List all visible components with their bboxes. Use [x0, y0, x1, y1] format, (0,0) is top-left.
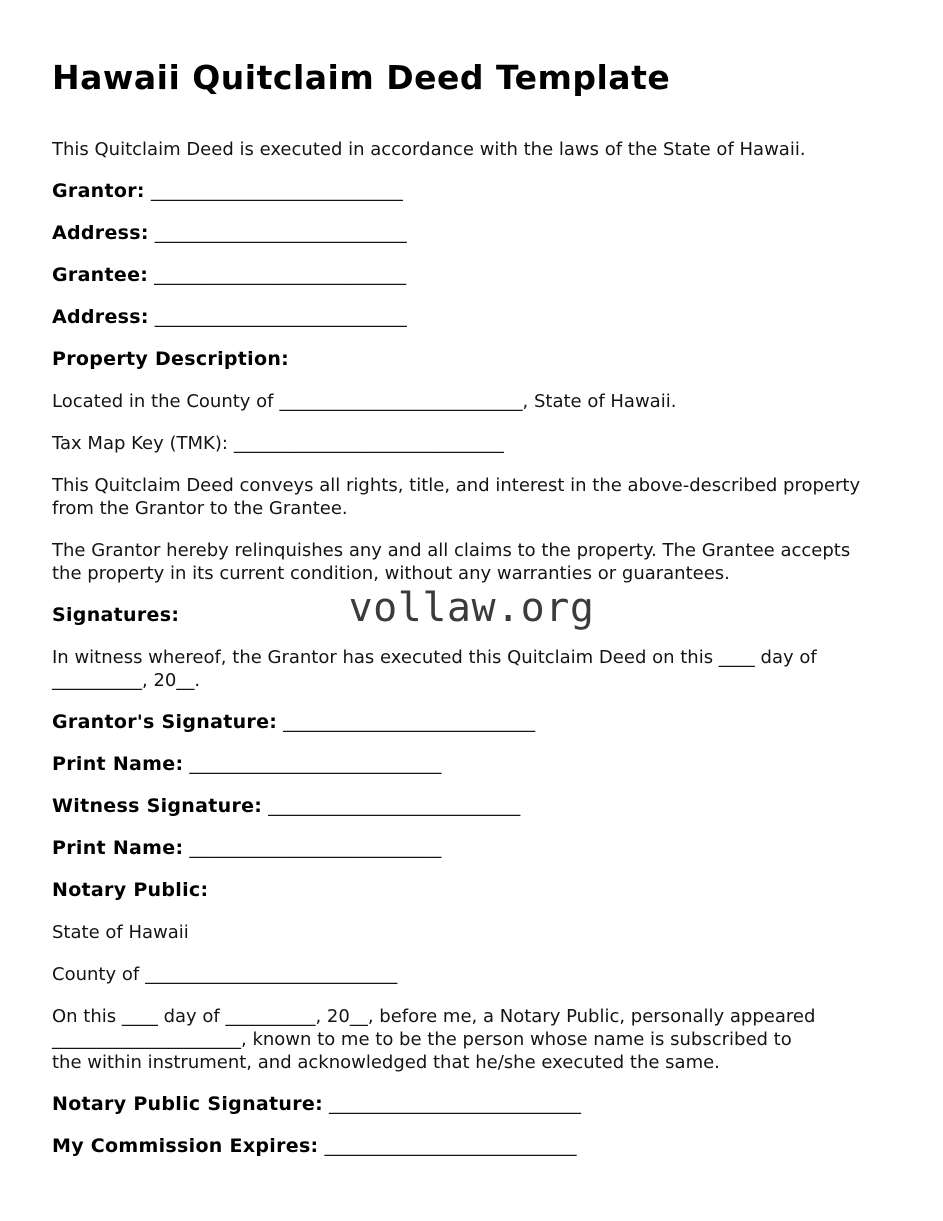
grantor-field	[52, 180, 873, 203]
grantee-label: Grantee:	[52, 264, 149, 286]
county-blank: ___________________________	[279, 391, 523, 412]
witness-print-name-field	[52, 837, 873, 860]
intro-text: This Quitclaim Deed is executed in accordance with the laws of the State of Hawaii.	[52, 139, 806, 160]
acknowledgment-line-1: On this ____ day of __________, 20__, before me, a Notary Public, personally appeared	[52, 1006, 816, 1027]
relinquish-line-1: The Grantor hereby relinquishes any and all claims to the property. The Grantee accepts	[52, 540, 851, 561]
grantor-address-blank: ____________________________	[154, 223, 407, 244]
grantor-signature-field	[52, 711, 873, 734]
tmk-label: Tax Map Key (TMK):	[52, 433, 228, 454]
witness-signature-field	[52, 795, 873, 818]
grantor-address-field	[52, 222, 873, 245]
notary-county-prefix: County of	[52, 964, 140, 985]
witness-clause-line-2: __________, 20__.	[52, 670, 201, 691]
conveyance-line-2: from the Grantor to the Grantee.	[52, 498, 348, 519]
document-content	[52, 58, 873, 1158]
acknowledgment-paragraph	[52, 1005, 873, 1074]
grantee-address-blank: ____________________________	[154, 307, 407, 328]
grantor-print-name-field	[52, 753, 873, 776]
signatures-heading: Signatures:	[52, 604, 180, 626]
witness-signature-label: Witness Signature:	[52, 795, 263, 817]
witness-print-name-label: Print Name:	[52, 837, 184, 859]
grantor-print-name-blank: ____________________________	[189, 754, 442, 775]
notary-public-heading: Notary Public:	[52, 879, 209, 901]
county-prefix: Located in the County of	[52, 391, 274, 412]
commission-expires-label: My Commission Expires:	[52, 1135, 319, 1157]
intro-paragraph	[52, 138, 873, 161]
relinquish-paragraph	[52, 539, 873, 585]
grantor-print-name-label: Print Name:	[52, 753, 184, 775]
notary-signature-field	[52, 1093, 873, 1116]
acknowledgment-line-3: the within instrument, and acknowledged that he/she executed the same.	[52, 1052, 720, 1073]
witness-clause-line-1: In witness whereof, the Grantor has executed this Quitclaim Deed on this ____ day of	[52, 647, 817, 668]
notary-signature-label: Notary Public Signature:	[52, 1093, 323, 1115]
witness-signature-blank: ____________________________	[268, 796, 521, 817]
witness-clause-paragraph	[52, 646, 873, 692]
grantor-blank: ____________________________	[150, 181, 403, 202]
commission-expires-blank: ____________________________	[324, 1136, 577, 1157]
notary-county-blank: ____________________________	[145, 964, 398, 985]
notary-county-line	[52, 963, 873, 986]
acknowledgment-line-2: _____________________, known to me to be the person whose name is subscribed to	[52, 1029, 792, 1050]
grantor-signature-blank: ____________________________	[283, 712, 536, 733]
county-suffix: , State of Hawaii.	[522, 391, 677, 412]
grantor-label: Grantor:	[52, 180, 145, 202]
grantee-address-field	[52, 306, 873, 329]
page-title: Hawaii Quitclaim Deed Template	[52, 58, 671, 97]
grantor-address-label: Address:	[52, 222, 149, 244]
relinquish-line-2: the property in its current condition, without any warranties or guarantees.	[52, 563, 730, 584]
conveyance-paragraph	[52, 474, 873, 520]
watermark-text: vollaw.org	[348, 585, 595, 631]
grantee-blank: ____________________________	[154, 265, 407, 286]
witness-print-name-blank: ____________________________	[189, 838, 442, 859]
grantor-signature-label: Grantor's Signature:	[52, 711, 278, 733]
tmk-blank: ______________________________	[233, 433, 504, 454]
tmk-line	[52, 432, 873, 455]
grantee-field	[52, 264, 873, 287]
conveyance-line-1: This Quitclaim Deed conveys all rights, title, and interest in the above-described property	[52, 475, 861, 496]
property-description-heading: Property Description:	[52, 348, 290, 370]
notary-signature-blank: ____________________________	[329, 1094, 581, 1115]
county-location-line	[52, 390, 873, 413]
grantee-address-label: Address:	[52, 306, 149, 328]
notary-state-line: State of Hawaii	[52, 922, 189, 943]
commission-expires-field	[52, 1135, 873, 1158]
